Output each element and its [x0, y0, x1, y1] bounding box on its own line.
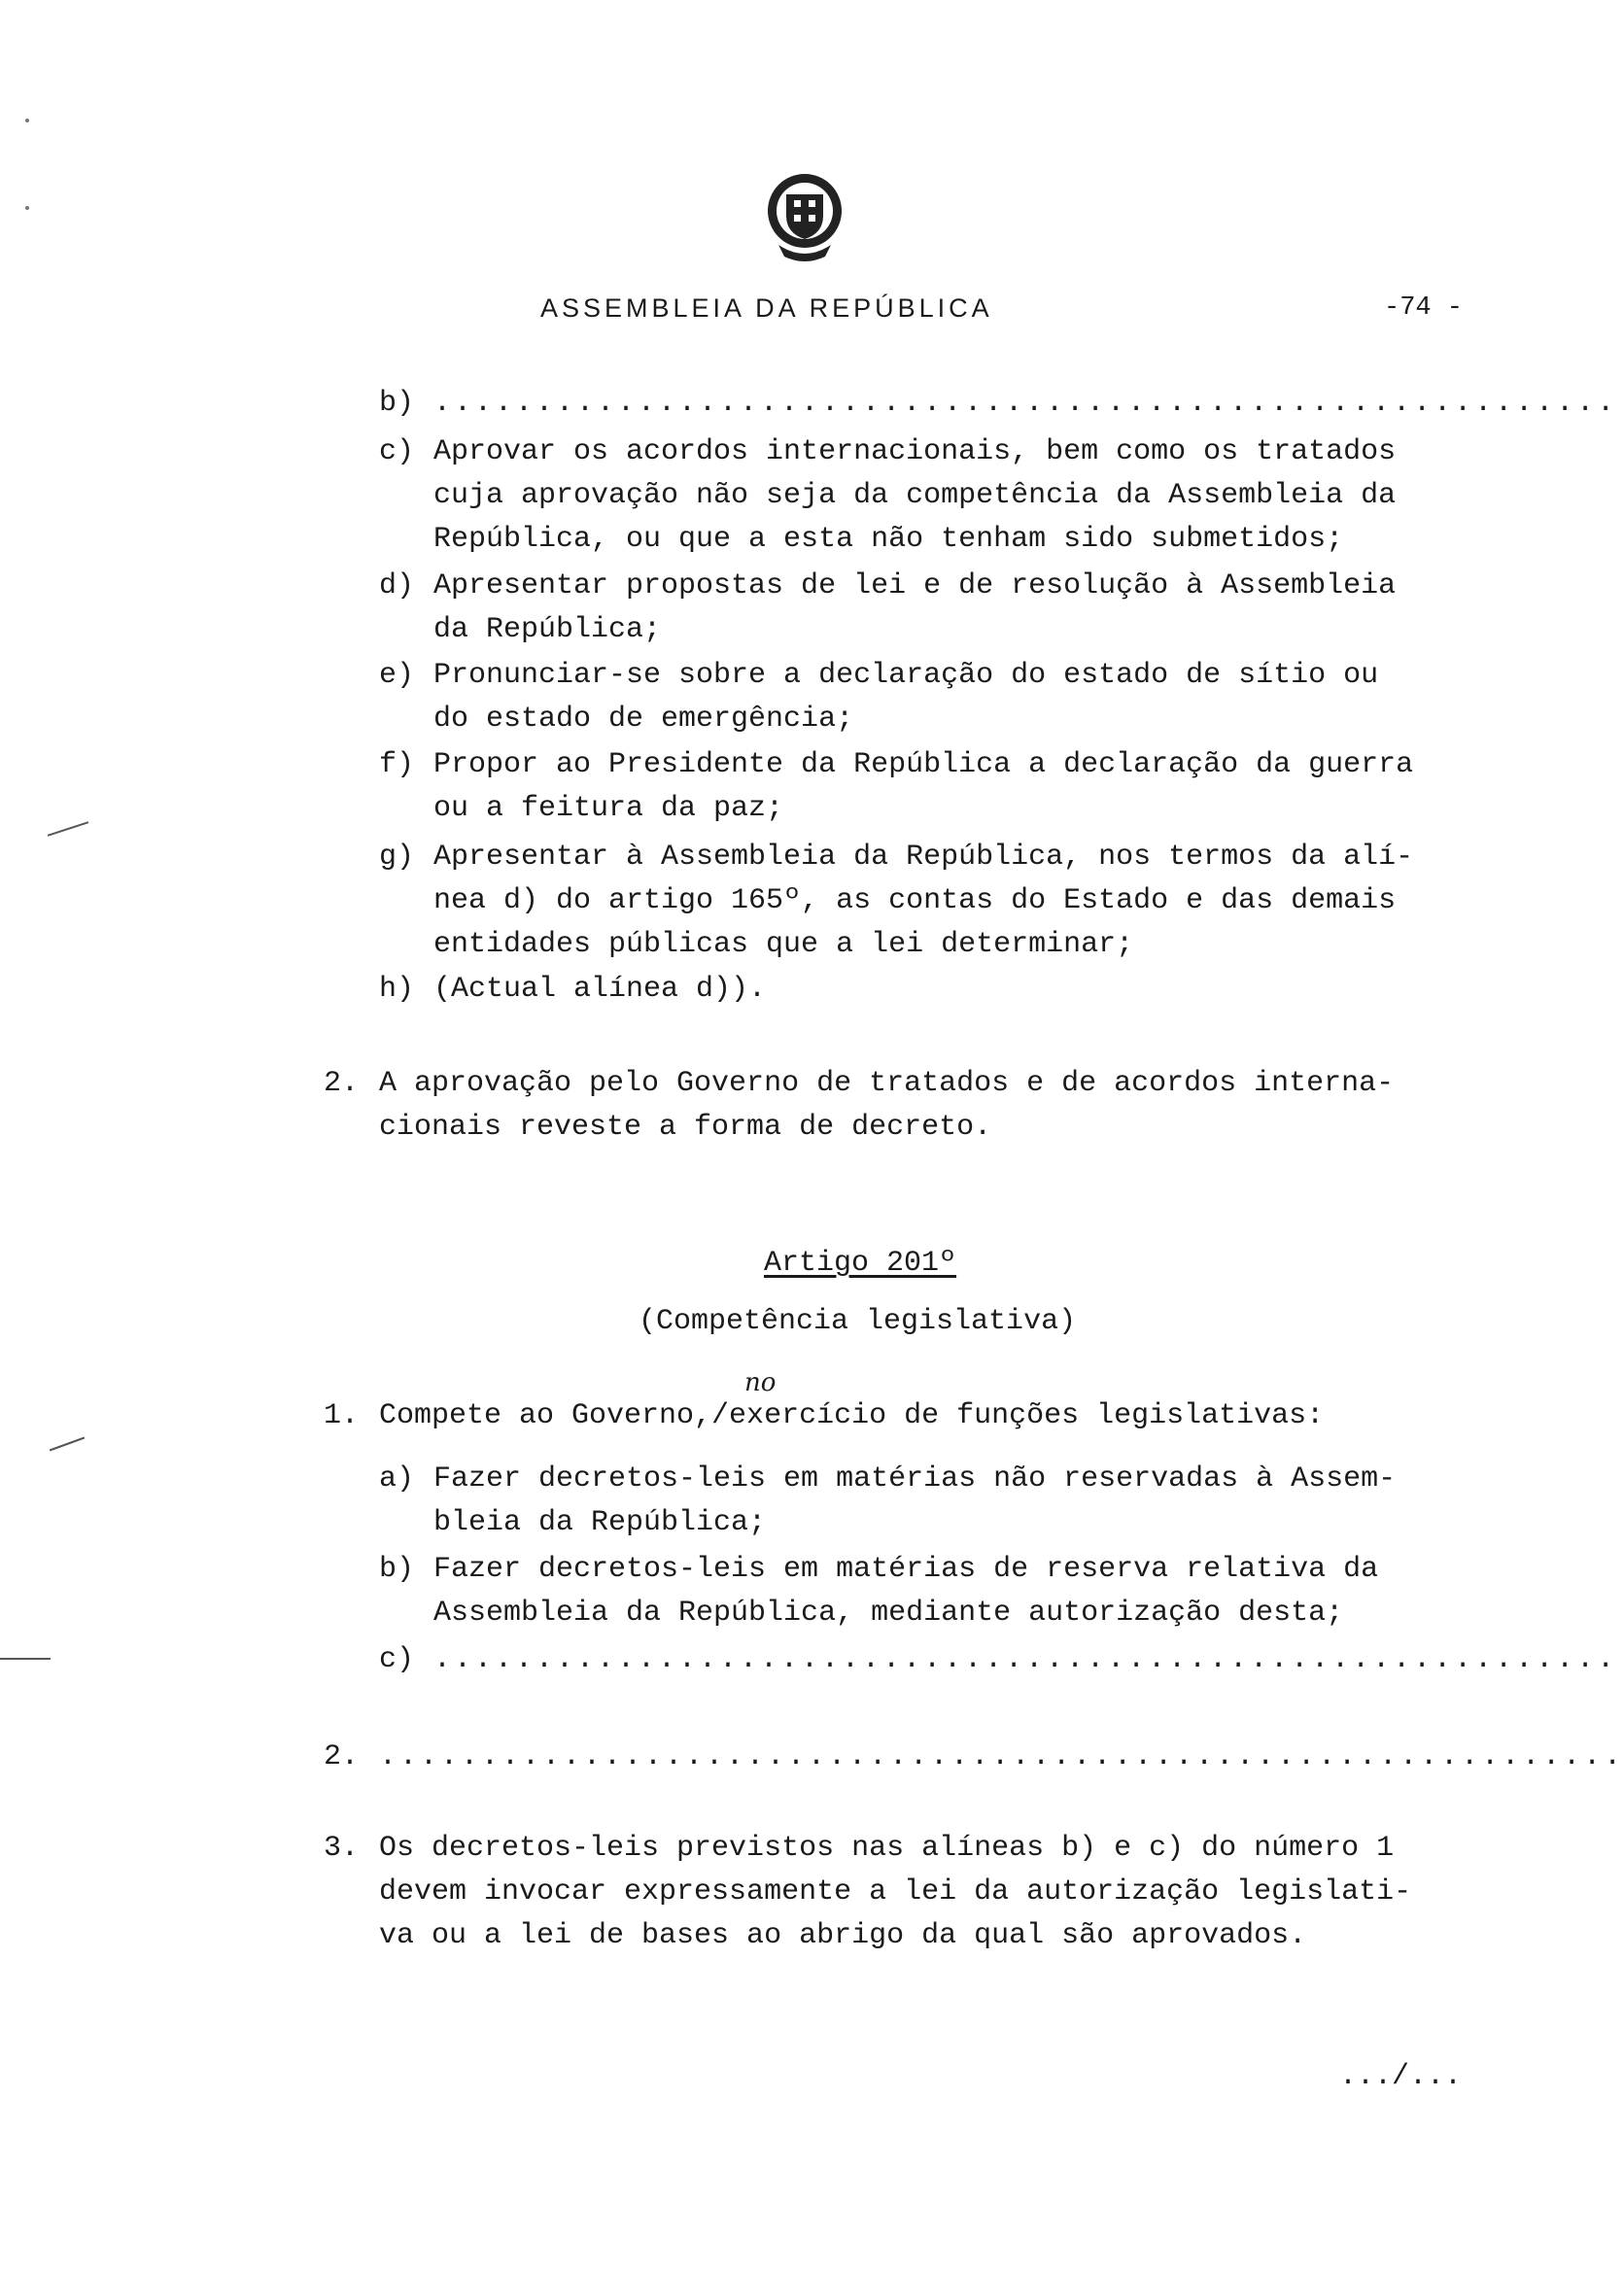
article-p1-a-line2: bleia da República; — [433, 1506, 767, 1539]
item-b-dots: .......................................................... — [433, 387, 1618, 420]
item-c-line3: República, ou que a esta não tenham sido submetidos; — [433, 523, 1344, 556]
scan-speck — [25, 206, 29, 210]
continuation-mark: .../... — [1339, 2060, 1463, 2093]
item-h-line1: (Actual alínea d)). — [433, 973, 767, 1006]
scan-mark — [50, 1437, 85, 1452]
coat-of-arms-emblem — [761, 167, 848, 274]
item-c-line1: Aprovar os acordos internacionais, bem como os tratados — [433, 435, 1397, 468]
article-p1-b-line1: Fazer decretos-leis em matérias de reserva relativa da — [433, 1553, 1379, 1586]
item-c-line2: cuja aprovação não seja da competência da Assembleia da — [433, 479, 1397, 512]
article-p3-line3: va ou a lei de bases ao abrigo da qual são aprovados. — [379, 1919, 1307, 1952]
article-p2-label: 2. — [324, 1740, 360, 1773]
article-p3-line1: Os decretos-leis previstos nas alíneas b) e c) do número 1 — [379, 1832, 1395, 1865]
item-f-label: f) — [379, 748, 415, 781]
item-e-line2: do estado de emergência; — [433, 703, 854, 736]
article-p3-line2: devem invocar expressamente a lei da autorização legislati- — [379, 1875, 1412, 1909]
article-p1-a-label: a) — [379, 1462, 415, 1496]
item-b-label: b) — [379, 387, 415, 420]
item-g-line2: nea d) do artigo 165º, as contas do Estado e das demais — [433, 884, 1397, 917]
paragraph-2-line2: cionais reveste a forma de decreto. — [379, 1111, 992, 1144]
article-p2-dots: ............................................................. — [379, 1740, 1624, 1773]
header-title: ASSEMBLEIA DA REPÚBLICA — [540, 293, 993, 323]
item-g-line1: Apresentar à Assembleia da República, nos termos da alí- — [433, 841, 1414, 874]
page-number: -74 - — [1384, 293, 1464, 323]
article-p3-label: 3. — [324, 1832, 360, 1865]
item-f-line1: Propor ao Presidente da República a declaração da guerra — [433, 748, 1414, 781]
article-p1-a-line1: Fazer decretos-leis em matérias não reservadas à Assem- — [433, 1462, 1397, 1496]
handwritten-insert: no — [744, 1368, 777, 1397]
item-e-line1: Pronunciar-se sobre a declaração do estado de sítio ou — [433, 659, 1379, 692]
article-p1-label: 1. — [324, 1399, 360, 1432]
article-p1-c-dots: .......................................................... — [433, 1643, 1618, 1676]
article-p1-b-line2: Assembleia da República, mediante autorização desta; — [433, 1597, 1344, 1630]
scan-speck — [25, 119, 29, 122]
article-subtitle: (Competência legislativa) — [639, 1305, 1077, 1338]
item-c-label: c) — [379, 435, 415, 468]
article-p1-b-label: b) — [379, 1553, 415, 1586]
item-d-line1: Apresentar propostas de lei e de resolução à Assembleia — [433, 569, 1397, 602]
paragraph-2-line1: A aprovação pelo Governo de tratados e de acordos interna- — [379, 1067, 1395, 1100]
item-g-line3: entidades públicas que a lei determinar; — [433, 928, 1134, 961]
item-f-line2: ou a feitura da paz; — [433, 792, 784, 825]
item-d-line2: da República; — [433, 613, 662, 646]
item-g-label: g) — [379, 841, 415, 874]
article-p1-intro: Compete ao Governo,/exercício de funções legislativas: — [379, 1399, 1325, 1432]
article-title: Artigo 201º — [764, 1247, 957, 1280]
item-h-label: h) — [379, 973, 415, 1006]
scan-mark — [0, 1658, 51, 1660]
paragraph-2-label: 2. — [324, 1067, 360, 1100]
scan-mark — [48, 821, 88, 836]
item-d-label: d) — [379, 569, 415, 602]
article-p1-c-label: c) — [379, 1643, 415, 1676]
item-e-label: e) — [379, 659, 415, 692]
